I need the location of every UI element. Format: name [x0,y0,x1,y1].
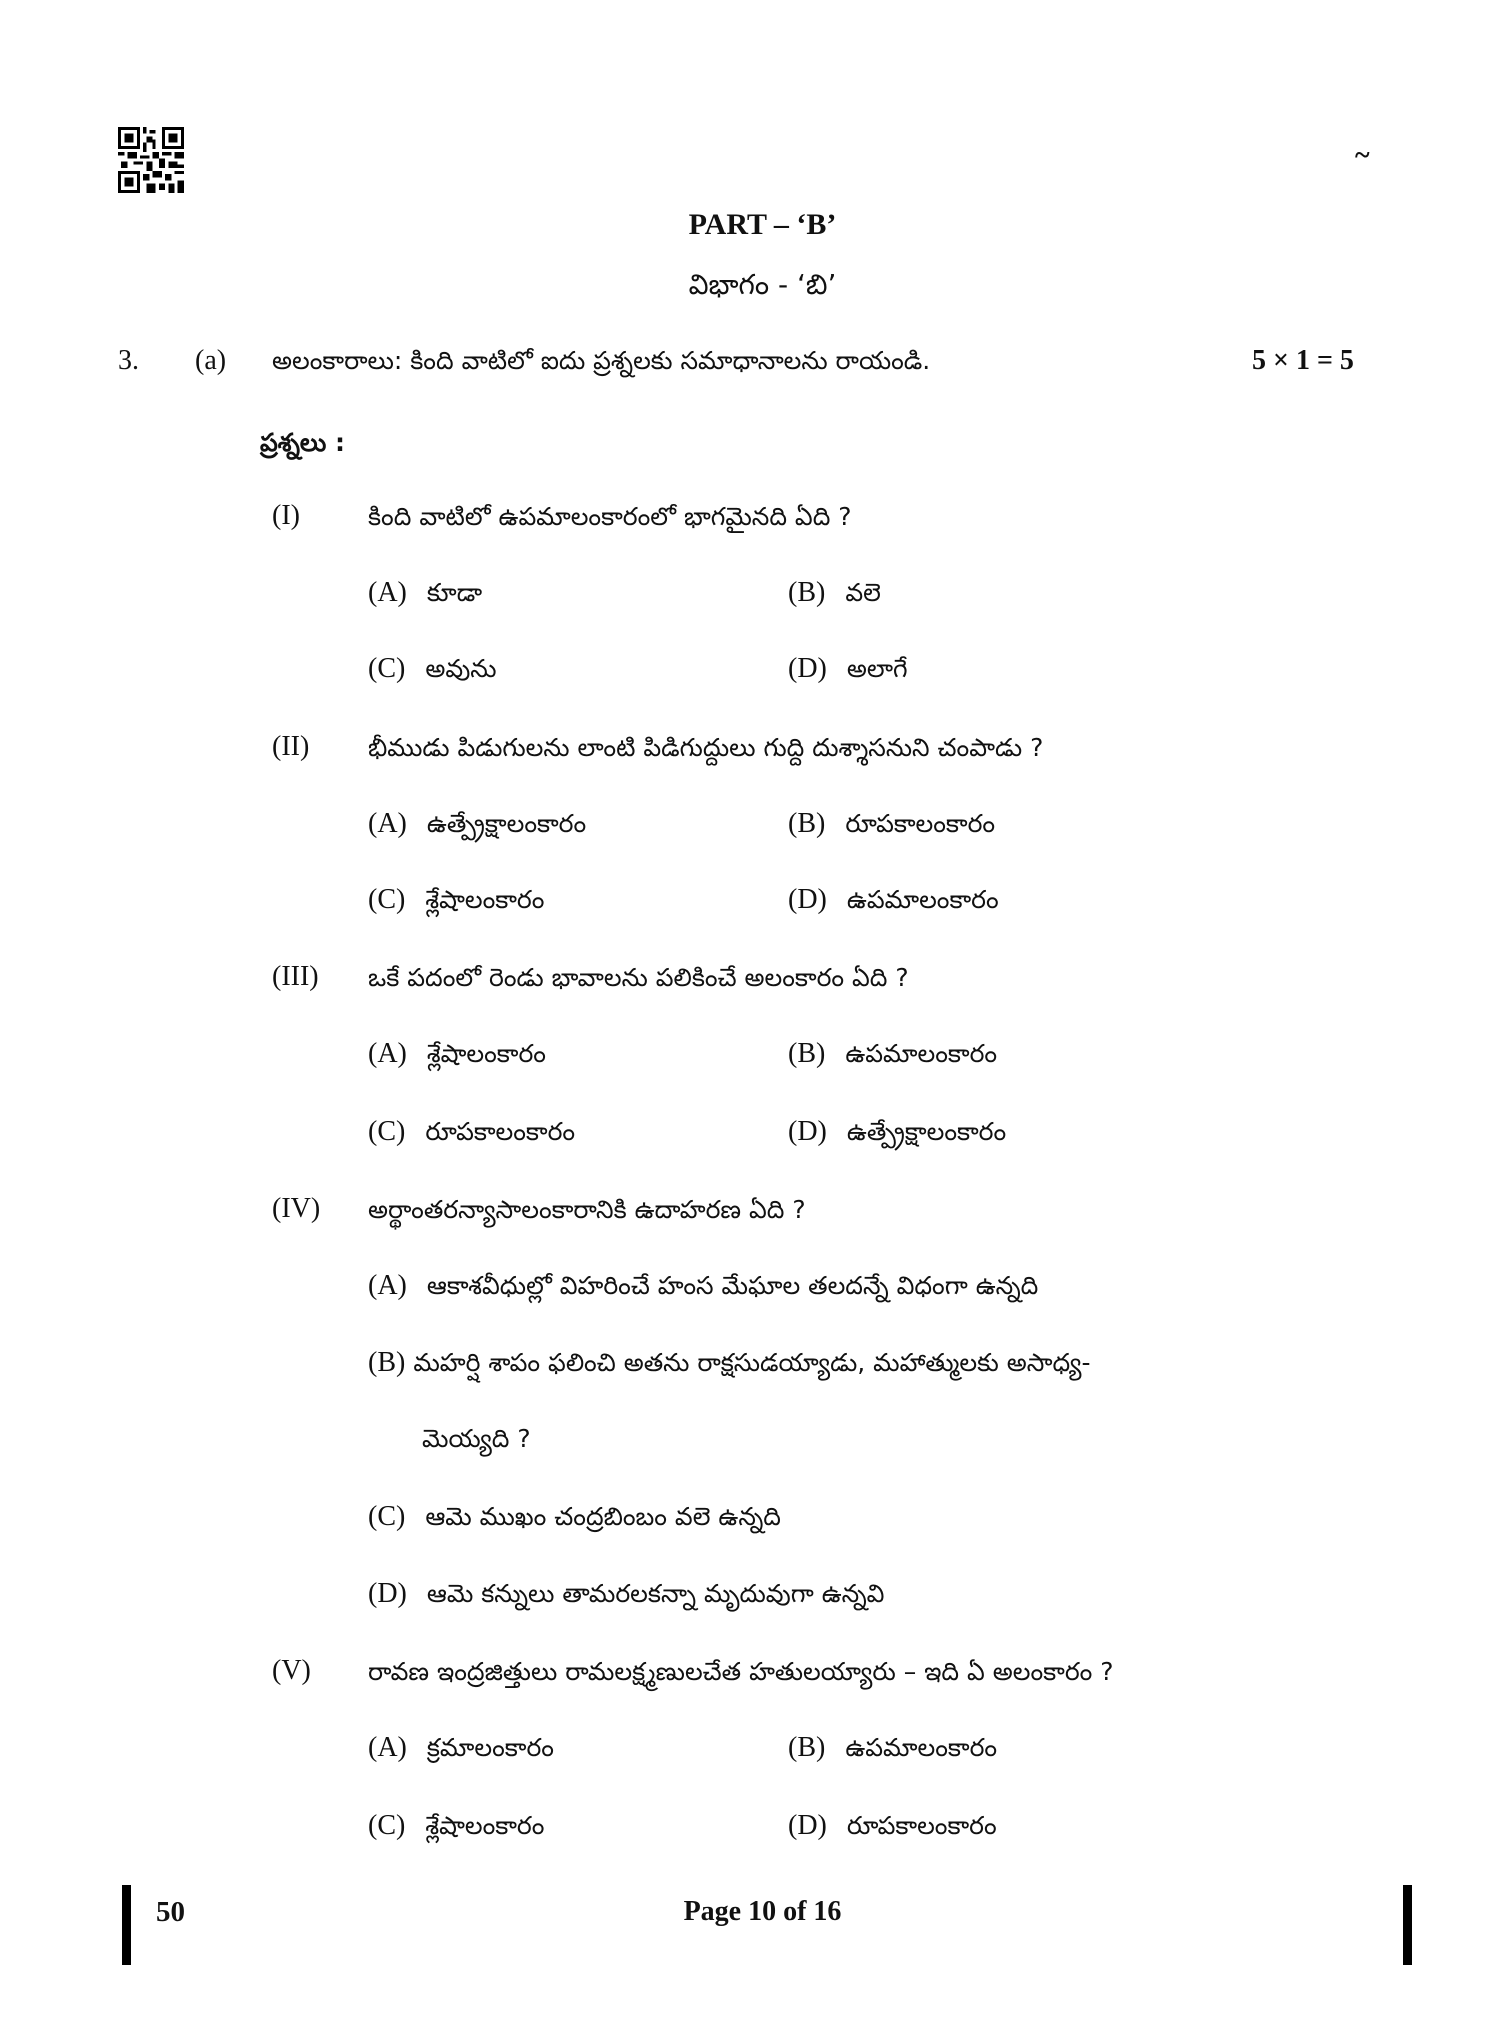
option-label: (B) [788,808,826,839]
option-a [368,577,482,614]
question-instruction: అలంకారాలు: కింది వాటిలో ఐదు ప్రశ్నలకు సమాధానాలను రాయండి. [272,346,931,375]
option-text: ఉపమాలంకారం [845,1039,998,1068]
option-label: (C) [368,1116,406,1147]
option-b-continuation: మెయ్యది ? [422,1424,531,1453]
option-label: (B) [788,1732,826,1763]
option-text: కూడా [426,578,483,607]
option-d [788,1810,997,1847]
option-label: (A) [368,1270,407,1301]
qr-code-icon [118,126,184,194]
item-number: (V) [272,1655,311,1686]
item-number: (II) [272,731,310,762]
item-question: రావణ ఇంద్రజిత్తులు రామలక్ష్మణులచేత హతులయ్యారు – ఇది ఏ అలంకారం ? [368,1657,1114,1686]
option-text: అలాగే [846,654,908,683]
option-c [368,1116,575,1153]
option-label: (C) [368,653,406,684]
option-label: (A) [368,808,407,839]
option-label: (A) [368,1038,407,1069]
option-label: (B) [368,1347,406,1378]
question-sub-label: (a) [195,345,227,376]
option-b [788,577,881,614]
option-a [368,1038,546,1075]
option-c [368,1810,544,1847]
item-question: భీముడు పిడుగులను లాంటి పిడిగుద్దులు గుద్ది దుశ్శాసనుని చంపాడు ? [368,733,1044,762]
option-c [368,1501,781,1538]
option-b [788,1038,997,1075]
option-label: (D) [788,1116,827,1147]
option-label: (C) [368,884,406,915]
marks-scheme: 5 × 1 = 5 [1252,345,1354,376]
option-label: (A) [368,1732,407,1763]
option-b [788,808,995,845]
option-label: (D) [368,1578,407,1609]
option-text: శ్లేషాలంకారం [426,1039,546,1068]
option-label: (B) [788,1038,826,1069]
item-number: (IV) [272,1193,321,1224]
item-question: అర్థాంతరన్యాసాలంకారానికి ఉదాహరణ ఏది ? [368,1195,806,1224]
option-text: రూపకాలంకారం [425,1117,576,1146]
paper-code: 50 [156,1896,185,1928]
question-number: 3. [118,345,139,376]
option-text: ఉత్ప్రేక్షాలంకారం [846,1117,1007,1146]
option-text: ఉపమాలంకారం [846,885,999,914]
option-b [368,1347,1091,1384]
item-number: (III) [272,961,319,992]
option-text: ఉత్ప్రేక్షాలంకారం [426,809,587,838]
option-text: మహర్షి శాపం ఫలించి అతను రాక్షసుడయ్యాడు, మహాత్ములకు అసాధ్య- [413,1348,1091,1377]
page-number: Page 10 of 16 [683,1896,842,1927]
option-a [368,808,586,845]
item-number: (I) [272,500,300,531]
option-d [788,1116,1006,1153]
option-text: ఉపమాలంకారం [845,1733,998,1762]
option-text: ఆమె కన్నులు తామరలకన్నా మృదువుగా ఉన్నవి [426,1579,885,1608]
option-text: శ్లేషాలంకారం [425,1811,545,1840]
item-question: కింది వాటిలో ఉపమాలంకారంలో భాగమైనది ఏది ? [368,502,852,531]
option-a [368,1270,1038,1307]
option-b [788,1732,997,1769]
option-c [368,884,544,921]
option-label: (D) [788,884,827,915]
option-label: (A) [368,577,407,608]
option-text: ఆకాశవీధుల్లో విహరించే హంస మేఘాల తలదన్నే విధంగా ఉన్నది [426,1271,1039,1300]
option-d [788,653,908,690]
option-text: ఆమె ముఖం చంద్రబింబం వలె ఉన్నది [425,1502,781,1531]
item-question: ఒకే పదంలో రెండు భావాలను పలికించే అలంకారం ఏది ? [368,963,909,992]
option-label: (B) [788,577,826,608]
part-title-telugu: విభాగం - ‘బి’ [688,268,837,301]
option-text: శ్లేషాలంకారం [425,885,545,914]
part-title: PART – ‘B’ [688,208,837,241]
option-c [368,653,496,690]
option-text: వలె [845,578,881,607]
option-label: (D) [788,653,827,684]
option-d [788,884,999,921]
option-d [368,1578,884,1615]
questions-heading: ప్రశ్నలు : [260,428,346,457]
option-text: రూపకాలంకారం [846,1811,997,1840]
option-a [368,1732,554,1769]
option-text: క్రమాలంకారం [426,1733,554,1762]
option-text: అవును [425,654,497,683]
option-text: రూపకాలంకారం [845,809,996,838]
option-label: (C) [368,1501,406,1532]
option-label: (D) [788,1810,827,1841]
option-label: (C) [368,1810,406,1841]
corner-mark: ~ [1355,140,1370,171]
